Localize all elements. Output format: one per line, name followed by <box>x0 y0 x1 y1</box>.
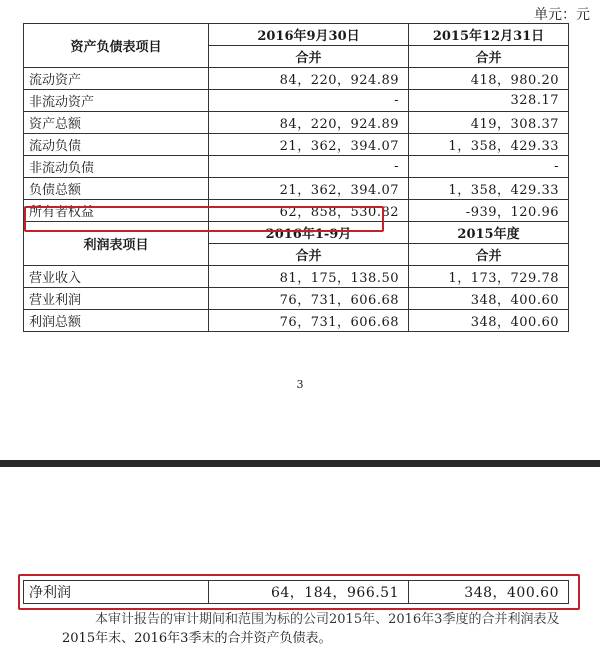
table-row <box>24 178 569 200</box>
balance-col1-period: 2016年9月30日 <box>209 24 409 46</box>
row-value-2015: 418，980.20 <box>409 68 569 90</box>
table-row <box>24 112 569 134</box>
row-label: 流动资产 <box>24 68 209 90</box>
row-value-2015: -939，120.96 <box>409 200 569 222</box>
row-value-2016: 21，362，394.07 <box>209 178 409 200</box>
balance-item-header: 资产负债表项目 <box>24 24 209 68</box>
row-value-2016: 64，184，966.51 <box>209 581 409 604</box>
row-label: 营业利润 <box>24 288 209 310</box>
row-label: 负债总额 <box>24 178 209 200</box>
row-value-2016: 81，175，138.50 <box>209 266 409 288</box>
row-label: 资产总额 <box>24 112 209 134</box>
row-value-2015: - <box>409 156 569 178</box>
row-value-2015: 328.17 <box>409 90 569 112</box>
row-value-2016: 76，731，606.68 <box>209 288 409 310</box>
row-label: 所有者权益 <box>24 200 209 222</box>
table-row <box>24 310 569 332</box>
balance-header-row <box>24 24 569 46</box>
balance-col2-sub: 合并 <box>409 46 569 68</box>
row-value-2016: 21，362，394.07 <box>209 134 409 156</box>
row-value-2015: 348，400.60 <box>409 581 569 604</box>
row-value-2016: 76，731，606.68 <box>209 310 409 332</box>
table-row <box>24 134 569 156</box>
highlight-box-owners-equity <box>24 206 384 232</box>
row-label: 利润总额 <box>24 310 209 332</box>
table-row <box>24 266 569 288</box>
page-number: 3 <box>296 378 304 391</box>
row-label: 流动负债 <box>24 134 209 156</box>
income-col2-sub: 合并 <box>409 244 569 266</box>
balance-col2-period: 2015年12月31日 <box>409 24 569 46</box>
table-row <box>24 288 569 310</box>
balance-col1-sub: 合并 <box>209 46 409 68</box>
income-item-header: 利润表项目 <box>24 222 209 266</box>
row-value-2015: 1，358，429.33 <box>409 134 569 156</box>
row-value-2016: - <box>209 156 409 178</box>
row-value-2016: 84，220，924.89 <box>209 68 409 90</box>
row-label: 非流动负债 <box>24 156 209 178</box>
highlight-box-net-profit <box>18 574 580 610</box>
row-value-2015: 419，308.37 <box>409 112 569 134</box>
footnote-line-1: 本审计报告的审计期间和范围为标的公司2015年、2016年3季度的合并利润表及 <box>95 612 560 627</box>
row-value-2016: 84，220，924.89 <box>209 112 409 134</box>
table-row <box>24 90 569 112</box>
footnote-line-2: 2015年末、2016年3季末的合并资产负债表。 <box>62 631 332 646</box>
page-divider <box>0 460 600 467</box>
row-label: 营业收入 <box>24 266 209 288</box>
row-label: 净利润 <box>24 581 209 604</box>
income-col2-period: 2015年度 <box>409 222 569 244</box>
financial-table <box>23 23 569 332</box>
row-value-2015: 1，173，729.78 <box>409 266 569 288</box>
row-label: 非流动资产 <box>24 90 209 112</box>
row-value-2016: - <box>209 90 409 112</box>
unit-label: 单元：元 <box>534 7 590 23</box>
row-value-2015: 348，400.60 <box>409 310 569 332</box>
row-value-2015: 1，358，429.33 <box>409 178 569 200</box>
income-col1-period: 2016年1-9月 <box>209 222 409 244</box>
income-col1-sub: 合并 <box>209 244 409 266</box>
table-row <box>24 68 569 90</box>
row-value-2015: 348，400.60 <box>409 288 569 310</box>
row-value-2016: 62，858，530.82 <box>209 200 409 222</box>
table-row <box>24 156 569 178</box>
